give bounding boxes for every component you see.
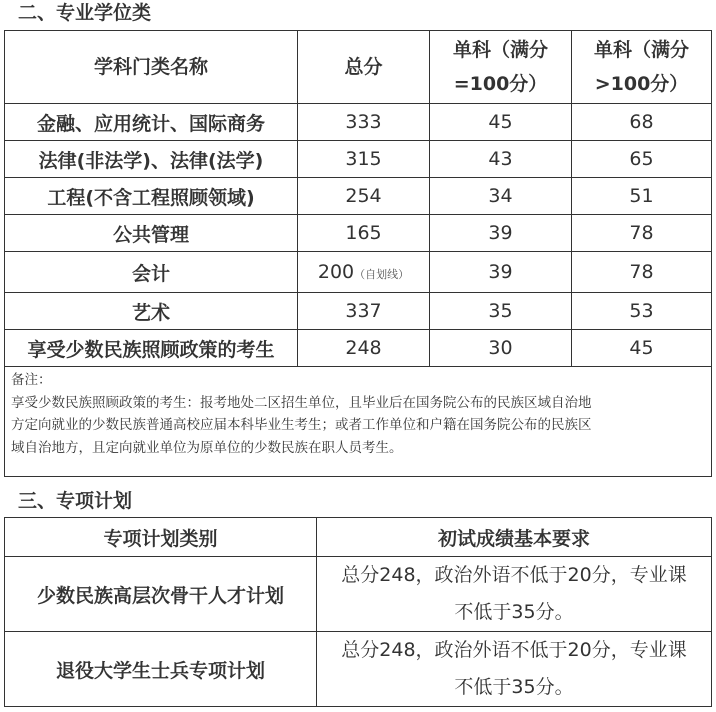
professional-degree-score-table [4,30,712,477]
row-subject-name: 公共管理 [5,215,298,252]
row-total-score: 254 [298,178,430,215]
row-total-score: 333 [298,104,430,141]
header-total-score: 总分 [298,31,430,104]
table-row [5,330,712,367]
row-score-over-100: 51 [572,178,712,215]
header-single-subject-over-100: 单科（满分 >100分） [572,31,712,104]
row-score-100: 39 [430,215,572,252]
remarks-line: 域自治地方，且定向就业单位为原单位的少数民族在职人员考生。 [11,439,403,456]
row-score-100: 34 [430,178,572,215]
row-subject-name: 工程(不含工程照顾领域) [5,178,298,215]
table-row [5,215,712,252]
requirement-line: 总分248，政治外语不低于20分，专业课 [341,564,687,586]
table-row [5,252,712,293]
table-header-row [5,518,712,557]
note-row [5,367,712,477]
row-subject-name: 法律(非法学)、法律(法学) [5,141,298,178]
table-row [5,104,712,141]
row-total-score: 315 [298,141,430,178]
row-score-100: 45 [430,104,572,141]
row-score-100: 30 [430,330,572,367]
remarks-line: 享受少数民族照顾政策的考生：报考地处二区招生单位，且毕业后在国务院公布的民族区域自治地 [11,394,592,411]
row-score-100: 39 [430,252,572,293]
special-plan-table [4,517,712,707]
row-total-score-cell [298,252,430,293]
requirement-line: 总分248，政治外语不低于20分，专业课 [341,639,687,661]
row-plan-name: 少数民族高层次骨干人才计划 [5,557,317,632]
row-requirement [317,557,712,632]
row-total-score: 248 [298,330,430,367]
row-score-over-100: 68 [572,104,712,141]
section-title-professional-degree: 二、专业学位类 [18,2,152,24]
header-subject-category: 学科门类名称 [5,31,298,104]
requirement-line: 不低于35分。 [454,601,574,623]
row-score-100: 35 [430,293,572,330]
row-plan-name: 退役大学生士兵专项计划 [5,632,317,707]
table-row [5,632,712,707]
self-set-line-note: （自划线） [354,268,410,281]
row-total-score: 200 [317,261,355,283]
row-score-over-100: 65 [572,141,712,178]
row-total-score: 337 [298,293,430,330]
remarks-line: 方定向就业的少数民族普通高校应届本科毕业生考生；或者工作单位和户籍在国务院公布的民族区 [11,417,592,433]
row-score-100: 43 [430,141,572,178]
row-requirement [317,632,712,707]
requirement-line: 不低于35分。 [454,676,574,698]
row-total-score: 165 [298,215,430,252]
row-subject-name: 享受少数民族照顾政策的考生 [5,330,298,367]
header-single-subject-100: 单科（满分 =100分） [430,31,572,104]
header-plan-category: 专项计划类别 [5,518,317,557]
table-row [5,557,712,632]
row-subject-name: 会计 [5,252,298,293]
row-subject-name: 金融、应用统计、国际商务 [5,104,298,141]
remarks-label: 备注： [11,372,52,388]
table-row [5,293,712,330]
row-score-over-100: 53 [572,293,712,330]
remarks [5,367,712,477]
table-row [5,178,712,215]
row-score-over-100: 45 [572,330,712,367]
header-basic-requirement: 初试成绩基本要求 [317,518,712,557]
row-score-over-100: 78 [572,252,712,293]
table-row [5,141,712,178]
section-title-special-plan: 三、专项计划 [18,490,133,512]
row-subject-name: 艺术 [5,293,298,330]
row-score-over-100: 78 [572,215,712,252]
table-header-row [5,31,712,104]
